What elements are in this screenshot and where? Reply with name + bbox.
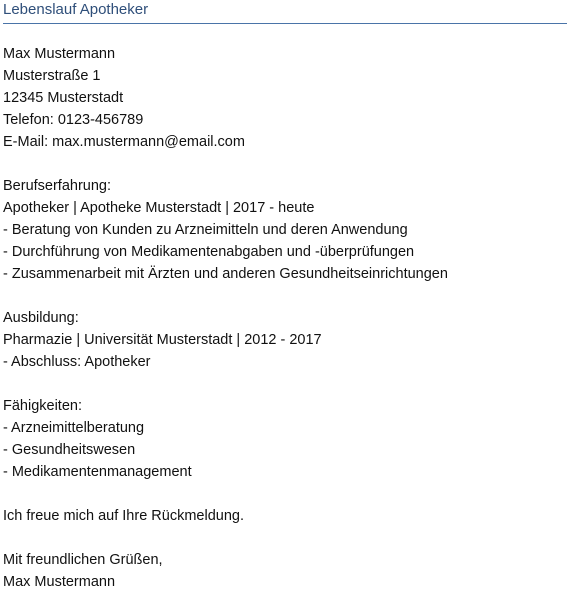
spacer [3,153,563,175]
closing-section [3,505,563,593]
spacer [3,285,563,307]
contact-street: Musterstraße 1 [3,68,101,84]
contact-block [3,43,563,153]
education-item: - Abschluss: Apotheker [3,354,151,370]
document-title: Lebenslauf Apotheker [3,1,149,18]
experience-section [3,175,563,285]
skills-section [3,395,563,483]
education-section [3,307,563,373]
contact-city: 12345 Musterstadt [3,90,124,106]
skills-item: - Medikamentenmanagement [3,464,192,480]
experience-item: - Durchführung von Medikamentenabgaben und -überprüfungen [3,244,415,260]
skills-item: - Arzneimittelberatung [3,420,145,436]
spacer [3,483,563,505]
spacer [3,527,563,549]
experience-heading: Berufserfahrung: [3,178,112,194]
experience-item: - Zusammenarbeit mit Ärzten und anderen Gesundheitseinrichtungen [3,266,448,282]
title-underline-divider [3,23,567,24]
skills-item: - Gesundheitswesen [3,442,136,458]
contact-email: E-Mail: max.mustermann@email.com [3,134,245,150]
education-program: Pharmazie | Universität Musterstadt | 2012 - 2017 [3,332,322,348]
closing-greeting: Mit freundlichen Grüßen, [3,552,163,568]
education-heading: Ausbildung: [3,310,79,326]
document-body [3,43,563,593]
contact-name: Max Mustermann [3,46,116,62]
signature-name: Max Mustermann [3,574,116,590]
closing-sentence: Ich freue mich auf Ihre Rückmeldung. [3,508,244,524]
spacer [3,373,563,395]
skills-heading: Fähigkeiten: [3,398,82,414]
contact-phone: Telefon: 0123-456789 [3,112,144,128]
experience-position: Apotheker | Apotheke Musterstadt | 2017 - heute [3,200,315,216]
experience-item: - Beratung von Kunden zu Arzneimitteln und deren Anwendung [3,222,408,238]
